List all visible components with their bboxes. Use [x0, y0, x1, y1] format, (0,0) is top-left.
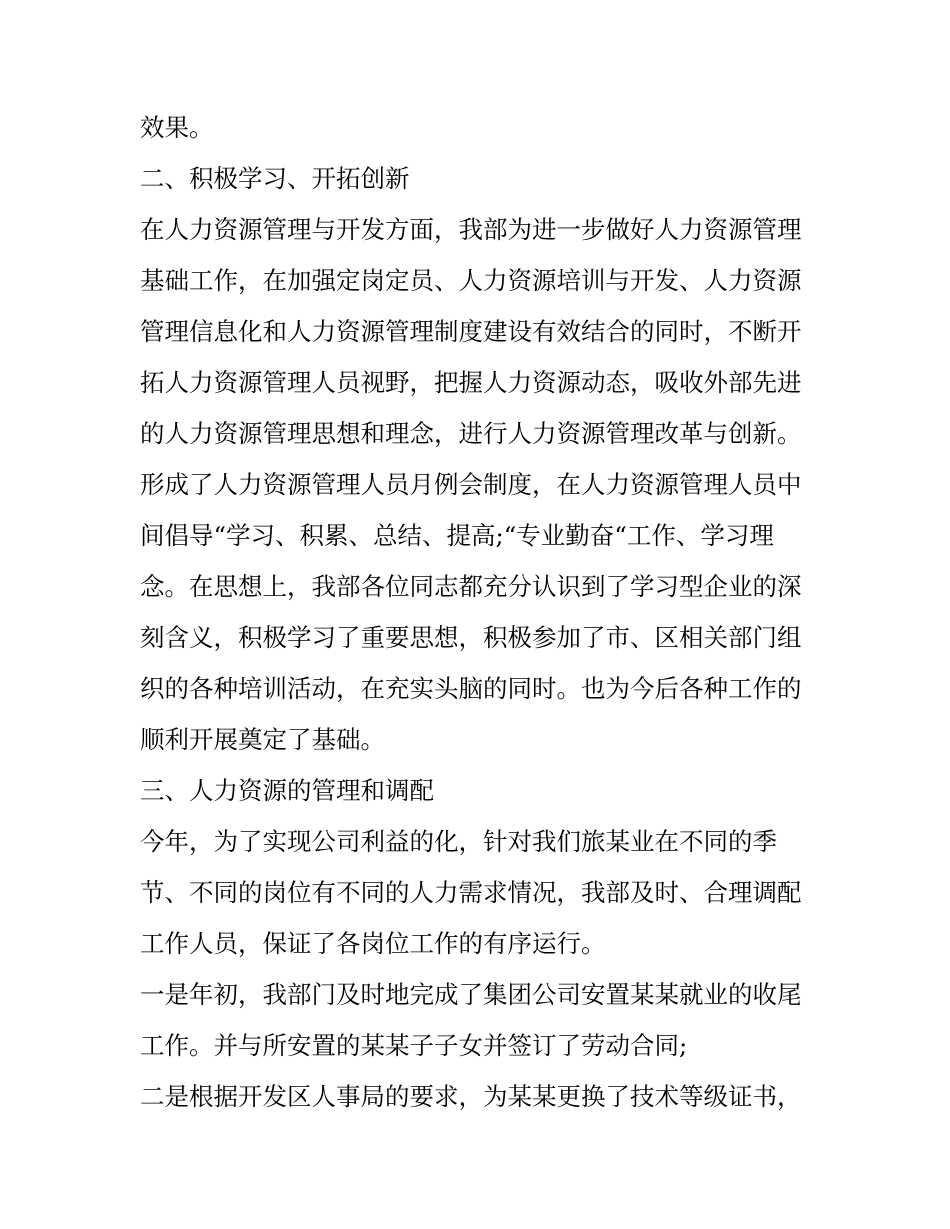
text-line: 基础工作，在加强定岗定员、人力资源培训与开发、人力资源 [140, 266, 802, 295]
section-heading-2: 二、积极学习、开拓创新 [140, 164, 410, 193]
text-line: 织的各种培训活动，在充实头脑的同时。也为今后各种工作的 [140, 674, 802, 703]
text-line: 念。在思想上，我部各位同志都充分认识到了学习型企业的深 [140, 572, 802, 601]
text-line: 工作人员，保证了各岗位工作的有序运行。 [140, 929, 606, 958]
text-line: 管理信息化和人力资源管理制度建设有效结合的同时，不断开 [140, 317, 802, 346]
text-line: 的人力资源管理思想和理念，进行人力资源管理改革与创新。 [140, 419, 802, 448]
text-line: 拓人力资源管理人员视野，把握人力资源动态，吸收外部先进 [140, 368, 802, 397]
text-line: 二是根据开发区人事局的要求，为某某更换了技术等级证书， [140, 1082, 802, 1111]
text-line: 节、不同的岗位有不同的人力需求情况，我部及时、合理调配 [140, 878, 802, 907]
text-line: 间倡导“学习、积累、总结、提高;“专业勤奋“工作、学习理 [140, 521, 774, 550]
text-line: 刻含义，积极学习了重要思想，积极参加了市、区相关部门组 [140, 623, 802, 652]
text-line: 效果。 [140, 113, 214, 142]
text-line: 工作。并与所安置的某某子子女并签订了劳动合同; [140, 1031, 688, 1060]
text-line: 在人力资源管理与开发方面，我部为进一步做好人力资源管理 [140, 215, 802, 244]
text-line: 今年，为了实现公司利益的化，针对我们旅某业在不同的季 [140, 827, 777, 856]
section-heading-3: 三、人力资源的管理和调配 [140, 776, 434, 805]
text-line: 顺利开展奠定了基础。 [140, 725, 385, 754]
text-line: 一是年初，我部门及时地完成了集团公司安置某某就业的收尾 [140, 980, 802, 1009]
text-line: 形成了人力资源管理人员月例会制度，在人力资源管理人员中 [140, 470, 802, 499]
